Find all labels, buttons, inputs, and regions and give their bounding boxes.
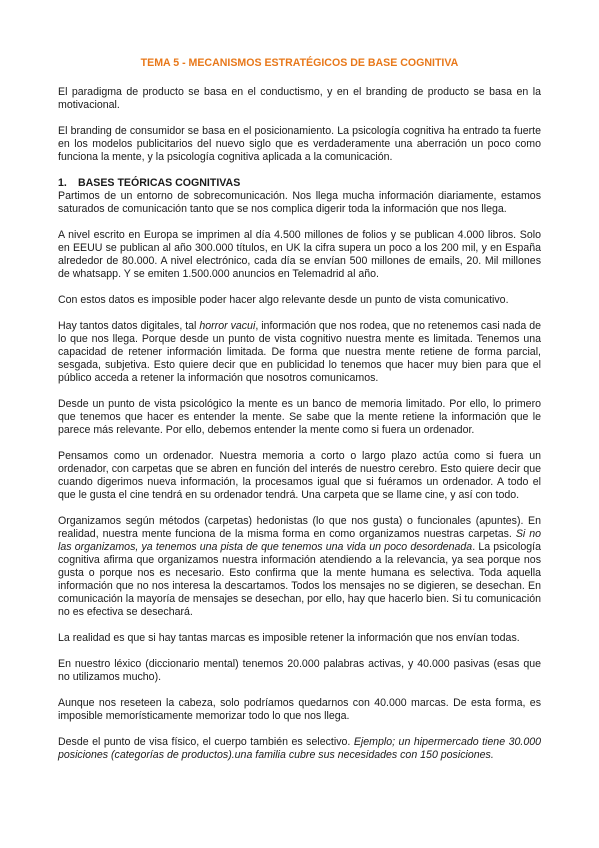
body-paragraph: Organizamos según métodos (carpetas) hedonistas (lo que nos gusta) o funcionales (apuntes). En realidad, nuestra mente funciona de la misma forma en como organizamos nuestras carpetas. Si no las organizamos, ya tenemos una pista de que tenemos una vida un poco desordenada. La psicología cognitiva afirma que organizamos nuestra información atendiendo a la relevancia, ya sea porque nos gusta o porque nos es necesario. Esto confirma que la mente humana es selectiva. Toda aquella información que no nos interesa la descartamos. Todos los mensajes no se digieren, se desechan. En comunicación la mayoría de mensajes se desechan, por ello, hay que hacerlo bien. Si tu comunicación no es efectiva se desechará. <box>58 515 541 618</box>
section-heading <box>58 177 541 190</box>
section-number: 1. <box>58 177 67 189</box>
body-paragraph: Con estos datos es imposible poder hacer algo relevante desde un punto de vista comunicativo. <box>58 294 509 306</box>
body-paragraph: Desde el punto de visa físico, el cuerpo también es selectivo. Ejemplo; un hipermercado tiene 30.000 posiciones (categorías de productos).una familia cubre sus necesidades con 150 posiciones. <box>58 736 541 761</box>
emphasis: horror vacui <box>199 320 256 332</box>
emphasis: Ejemplo; un hipermercado tiene 30.000 posiciones (categorías de productos).una familia cubre sus necesidades con 150 posiciones. <box>58 736 541 761</box>
body-paragraph: Hay tantos datos digitales, tal horror vacui, información que nos rodea, que no retenemos casi nada de lo que nos llega. Porque desde un punto de vista cognitivo nuestra mente es limitada. Tenemos una capacidad de retener información limitada. De forma que nuestra mente retiene de forma parcial, sesgada, subjetiva. Esto quiere decir que en publicidad lo tenemos que hacer muy bien para que el público acceda a retener la información que nosotros comunicamos. <box>58 320 541 384</box>
section-title: BASES TEÓRICAS COGNITIVAS <box>78 177 241 189</box>
body-paragraph: Aunque nos reseteen la cabeza, solo podríamos quedarnos con 40.000 marcas. De esta forma, es imposible memorísticamente memorizar todo lo que nos llega. <box>58 697 541 722</box>
body-paragraph: Partimos de un entorno de sobrecomunicación. Nos llega mucha información diariamente, estamos saturados de comunicación tanto que se nos complica digerir toda la información que nos llega. <box>58 190 541 215</box>
intro-paragraph: El paradigma de producto se basa en el conductismo, y en el branding de producto se basa en la motivacional. <box>58 86 541 111</box>
emphasis: Si no las organizamos, ya tenemos una pista de que tenemos una vida un poco desordenada <box>58 528 541 553</box>
body-paragraph: A nivel escrito en Europa se imprimen al día 4.500 millones de folios y se publican 4.000 libros. Solo en EEUU se publican al año 300.000 títulos, en UK la cifra supera un poco a los 200 mil, y en España alrededor de 80.000. A nivel electrónico, cada día se envían 500 millones de emails, 20. Mil millones de whatsapp. Y se emiten 1.500.000 anuncios en Telemadrid al año. <box>58 229 541 280</box>
page-title: TEMA 5 - MECANISMOS ESTRATÉGICOS DE BASE COGNITIVA <box>140 57 459 69</box>
body-paragraph: Desde un punto de vista psicológico la mente es un banco de memoria limitado. Por ello, lo primero que tenemos que hacer es entender la mente. Se sabe que la mente retiene la información que le parece más relevante. Por ello, debemos entender la mente como si fuera un ordenador. <box>58 398 541 436</box>
body-paragraph: La realidad es que si hay tantas marcas es imposible retener la información que nos envían todas. <box>58 632 520 644</box>
body-paragraph: Pensamos como un ordenador. Nuestra memoria a corto o largo plazo actúa como si fuera un ordenador, con carpetas que se abren en función del interés de nuestro cerebro. Esto quiere decir que cuando digerimos nueva información, la procesamos igual que si fuéramos un ordenador. A todo el que le gusta el cine tendrá en su ordenador tendrá. Una carpeta que se llame cine, y así con todo. <box>58 450 541 501</box>
body-paragraph: En nuestro léxico (diccionario mental) tenemos 20.000 palabras activas, y 40.000 pasivas (esas que no utilizamos mucho). <box>58 658 541 683</box>
intro-paragraph: El branding de consumidor se basa en el posicionamiento. La psicología cognitiva ha entrado ta fuerte en los modelos publicitarios del nuevo siglo que es verdaderamente una aberración un poco como funciona la mente, y la psicología cognitiva aplicada a la comunicación. <box>58 125 541 163</box>
